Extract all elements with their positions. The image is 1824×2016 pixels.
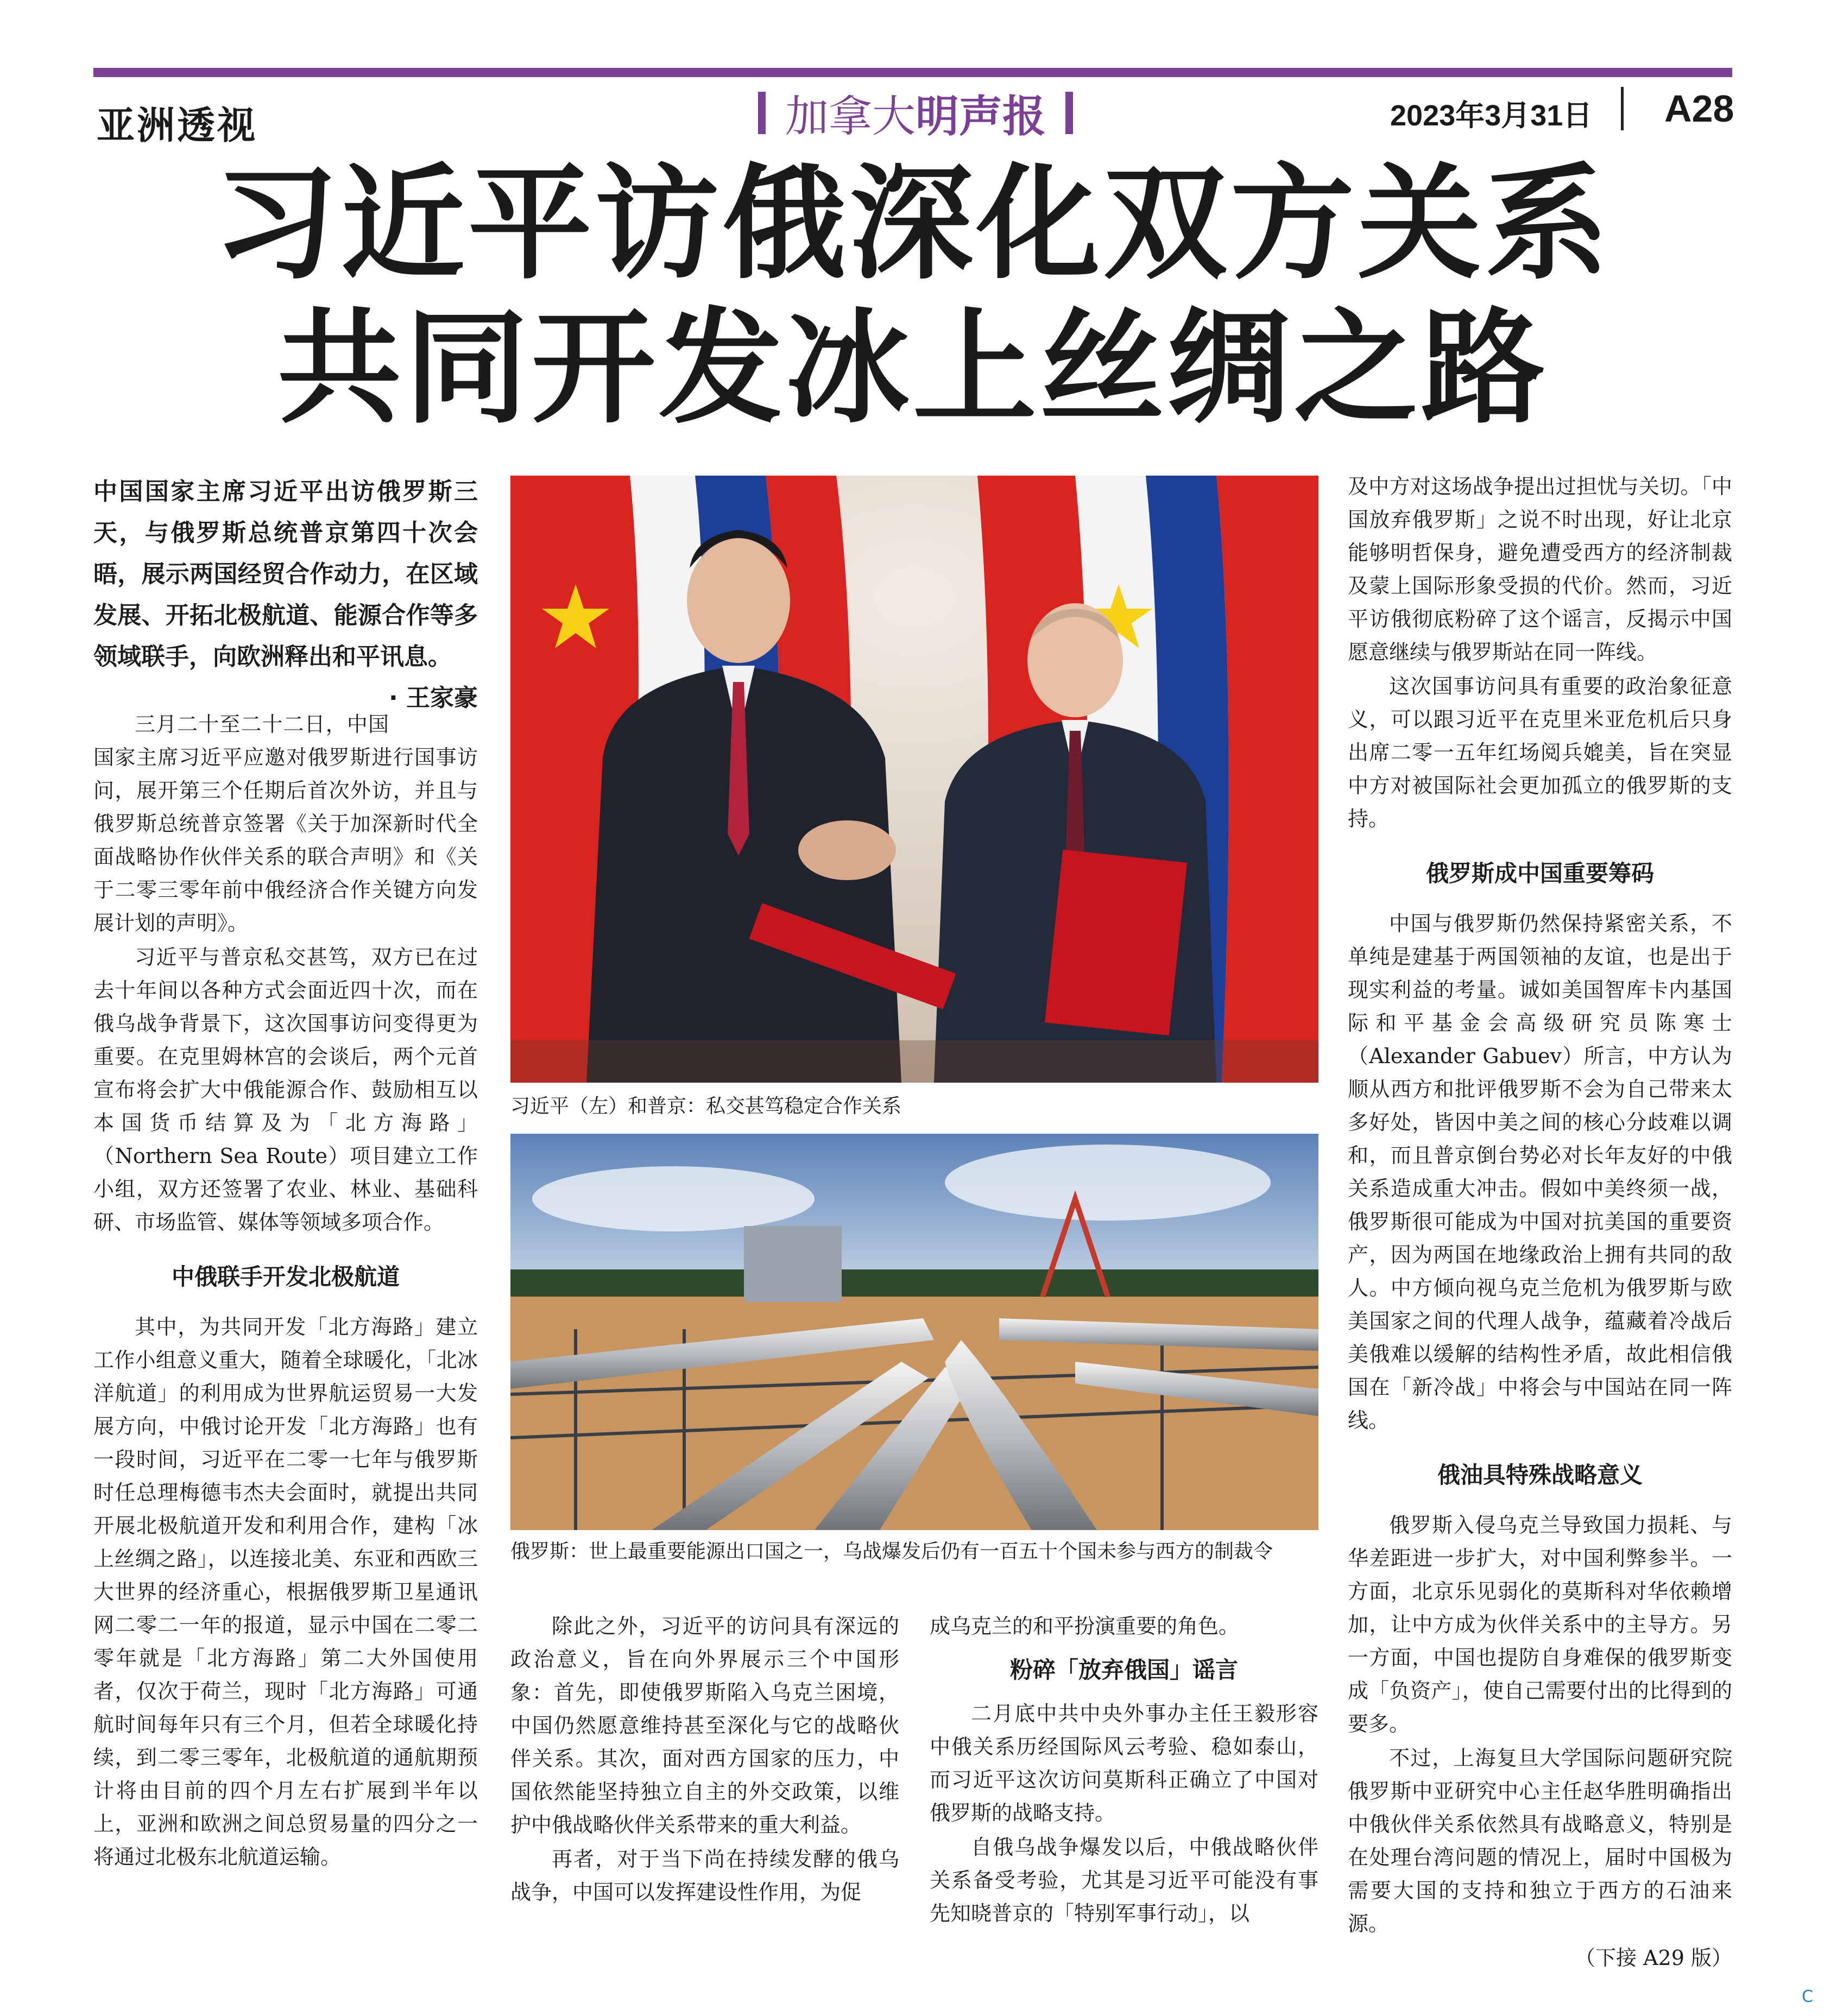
continued-note: （下接 A29 版） xyxy=(1575,1946,1732,1970)
paragraph: 三月二十至二十二日，中国国家主席习近平应邀对俄罗斯进行国事访问，展开第三个任期后首次外访，并且与俄罗斯总统普京签署《关于加深新时代全面战略协作伙伴关系的联合声明》和《关于二零三零年前中俄经济合作关键方向发展计划的声明》。 xyxy=(93,712,478,935)
pipeline-image xyxy=(510,1134,1318,1530)
paragraph: 俄罗斯入侵乌克兰导致国力损耗、与华差距进一步扩大，对中国利弊参半。一方面，北京乐见弱化的莫斯科对华依赖增加，让中方成为伙伴关系中的主导方。另一方面，中国也提防自身难保的俄罗斯变成「负资产」，使自己需要付出的比得到的要多。 xyxy=(1348,1513,1732,1736)
photo2-caption: 俄罗斯：世上最重要能源出口国之一，乌战爆发后仍有一百五十个国未参与西方的制裁令 xyxy=(510,1540,1273,1563)
subheading: 俄罗斯成中国重要筹码 xyxy=(1425,860,1654,887)
paragraph: 二月底中共中央外事办主任王毅形容中俄关系历经国际风云考验、稳如泰山，而习近平这次访问莫斯科正确立了中国对俄罗斯的战略支持。 xyxy=(930,1702,1318,1825)
lead-paragraph xyxy=(93,471,478,712)
paragraph: 这次国事访问具有重要的政治象征意义，可以跟习近平在克里米亚危机后只身出席二零一五年红场阅兵媲美，旨在突显中方对被国际社会更加孤立的俄罗斯的支持。 xyxy=(1348,674,1732,831)
section-label: 亚洲透视 xyxy=(97,103,257,148)
paragraph: 习近平与普京私交甚笃，双方已在过去十年间以各种方式会面近四十次，而在俄乌战争背景下，这次国事访问变得更为重要。在克里姆林宫的会谈后，两个元首宣布将会扩大中俄能源合作、鼓励相互以本国货币结算及为「北方海路」（Northern Sea Route）项目建立工作小组，双方还签署了农业、林业、基础科研、市场监管、媒体等领域多项合作。 xyxy=(93,945,478,1234)
subheading: 粉碎「放弃俄国」谣言 xyxy=(1009,1657,1238,1683)
paragraph: 自俄乌战争爆发以后，中俄战略伙伴关系备受考验，尤其是习近平可能没有事先知晓普京的「特别军事行动」，以 xyxy=(930,1835,1318,1925)
subheading: 俄油具特殊战略意义 xyxy=(1437,1462,1643,1488)
headline-line2: 共同开发冰上丝绸之路 xyxy=(277,296,1548,440)
column-3 xyxy=(930,1610,1318,1931)
paragraph: 成乌克兰的和平扮演重要的角色。 xyxy=(930,1614,1240,1638)
column-1 xyxy=(93,471,478,1875)
lead-text: 中国国家主席习近平出访俄罗斯三天，与俄罗斯总统普京第四十次会晤，展示两国经贸合作动力，在区域发展、开拓北极航道、能源合作等多领域联手，向欧洲释出和平讯息。 xyxy=(93,478,478,671)
page-number: A28 xyxy=(1664,87,1734,130)
pipeline-photo xyxy=(510,1134,1318,1530)
column-1-body xyxy=(93,708,478,1874)
corner-mark: C xyxy=(1802,1987,1813,2006)
byline: · 王家豪 xyxy=(388,684,478,712)
masthead-bar-right xyxy=(1065,92,1073,134)
date-separator xyxy=(1621,87,1624,130)
photo1-caption: 习近平（左）和普京：私交甚笃稳定合作关系 xyxy=(510,1095,902,1117)
paragraph: 除此之外，习近平的访问具有深远的政治意义，旨在向外界展示三个中国形象：首先，即使俄罗斯陷入乌克兰困境，中国仍然愿意维持甚至深化与它的战略伙伴关系。其次，面对西方国家的压力，中国依然能坚持独立自主的外交政策，以维护中俄战略伙伴关系带来的重大利益。 xyxy=(510,1614,899,1837)
issue-date: 2023年3月31日 xyxy=(1390,99,1593,132)
masthead xyxy=(739,87,1093,142)
column-2 xyxy=(510,1610,899,1910)
column-4 xyxy=(1348,470,1732,1975)
headline-line1: 习近平访俄深化双方关系 xyxy=(214,151,1612,296)
subheading: 中俄联手开发北极航道 xyxy=(171,1263,400,1290)
handshake-photo xyxy=(510,476,1318,1083)
paragraph: 及中方对这场战争提出过担忧与关切。「中国放弃俄罗斯」之说不时出现，好让北京能够明哲保身，避免遭受西方的经济制裁及蒙上国际形象受损的代价。然而，习近平访俄彻底粉碎了这个谣言，反揭示中国愿意继续与俄罗斯站在同一阵线。 xyxy=(1348,475,1732,664)
paragraph: 再者，对于当下尚在持续发酵的俄乌战争，中国可以发挥建设性作用，为促 xyxy=(510,1847,899,1904)
paragraph: 中国与俄罗斯仍然保持紧密关系，不单纯是建基于两国领袖的友谊，也是出于现实利益的考量。诚如美国智库卡内基国际和平基金会高级研究员陈寒士（Alexander Gabuev）所言，中方认为顺从西方和批评俄罗斯不会为自己带来太多好处，皆因中美之间的核心分歧难以调和，而且普京倒台势必对长年友好的中俄关系造成重大冲击。假如中美终须一战，俄罗斯很可能成为中国对抗美国的重要资产，因为两国在地缘政治上拥有共同的敌人。中方倾向视乌克兰危机为俄罗斯与欧美国家之间的代理人战争，蕴藏着冷战后美俄难以缓解的结构性矛盾，故此相信俄国在「新冷战」中将会与中国站在同一阵线。 xyxy=(1348,912,1732,1432)
paragraph: 不过，上海复旦大学国际问题研究院俄罗斯中亚研究中心主任赵华胜明确指出中俄伙伴关系依然具有战略意义，特别是在处理台湾问题的情况上，届时中国极为需要大国的支持和独立于西方的石油来源。 xyxy=(1348,1746,1732,1936)
masthead-bar-left xyxy=(758,92,766,134)
masthead-brand: 明声报 xyxy=(916,91,1046,142)
top-rule xyxy=(93,68,1732,77)
paragraph: 其中，为共同开发「北方海路」建立工作小组意义重大，随着全球暖化，「北冰洋航道」的利用成为世界航运贸易一大发展方向，中俄讨论开发「北方海路」也有一段时间，习近平在二零一七年与俄罗斯时任总理梅德韦杰夫会面时，就提出共同开展北极航道开发和利用合作，建构「冰上丝绸之路」，以连接北美、东亚和西欧三大世界的经济重心，根据俄罗斯卫星通讯网二零二一年的报道，显示中国在二零二零年就是「北方海路」第二大外国使用者，仅次于荷兰，现时「北方海路」可通航时间每年只有三个月，但若全球暖化持续，到二零三零年，北极航道的通航期预计将由目前的四个月左右扩展到半年以上，亚洲和欧洲之间总贸易量的四分之一将通过北极东北航道运输。 xyxy=(93,1315,478,1869)
handshake-image xyxy=(510,476,1318,1083)
masthead-prefix: 加拿大 xyxy=(785,91,916,142)
